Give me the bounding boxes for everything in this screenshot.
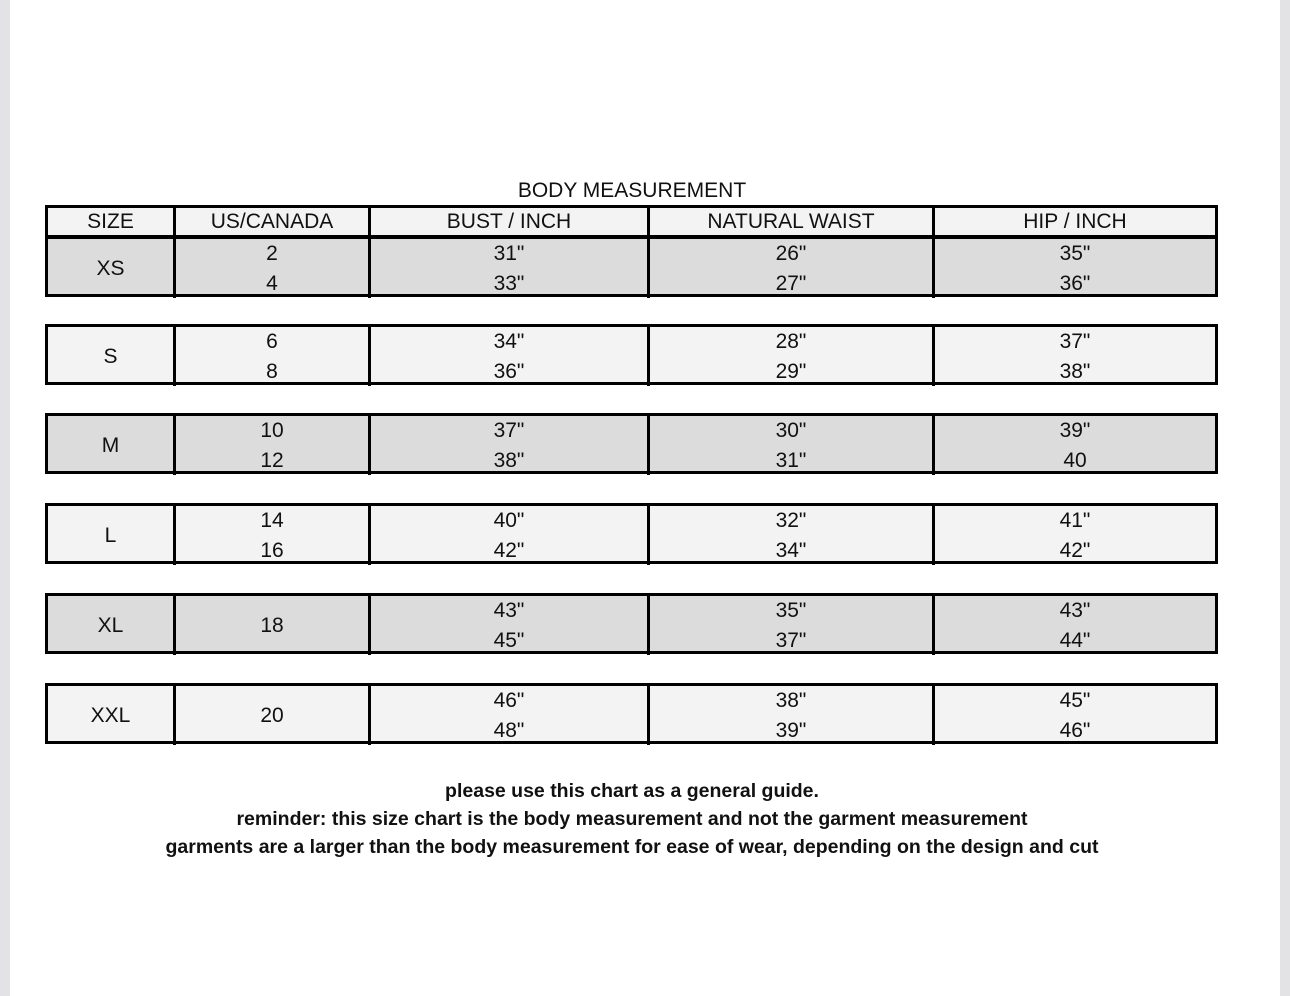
bust-cell: [368, 239, 647, 298]
waist-cell: [647, 686, 932, 745]
note-reminder: reminder: this size chart is the body measurement and not the garment measurement: [236, 808, 1028, 830]
bust-cell: [368, 506, 647, 565]
us-canada-cell: [173, 506, 368, 565]
size-label: XS: [96, 256, 125, 280]
waist-cell: [647, 327, 932, 386]
size-label: XXL: [90, 703, 131, 727]
waist-value: 39": [775, 718, 807, 742]
us-canada-cell: [173, 596, 368, 655]
waist-value: 26": [775, 242, 807, 265]
us-canada-value: 6: [266, 330, 278, 353]
waist-value: 35": [775, 599, 807, 622]
bust-value: 42": [493, 538, 525, 562]
size-label: L: [104, 523, 117, 547]
footnotes: [46, 777, 1218, 861]
size-row-xs: [45, 236, 1218, 297]
hip-value: 41": [1059, 509, 1091, 532]
size-row-l: [45, 503, 1218, 564]
bust-value: 38": [493, 448, 525, 472]
bust-value: 46": [493, 689, 525, 712]
bust-value: 33": [493, 271, 525, 295]
bust-cell: [368, 596, 647, 655]
hip-value: 44": [1059, 628, 1091, 652]
header-natural-waist: NATURAL WAIST: [647, 208, 932, 236]
bust-cell: [368, 686, 647, 745]
waist-cell: [647, 506, 932, 565]
waist-value: 31": [775, 448, 807, 472]
waist-value: 29": [775, 359, 807, 383]
us-canada-cell: [173, 327, 368, 386]
size-row-xxl: [45, 683, 1218, 744]
waist-cell: [647, 239, 932, 298]
hip-value: 39": [1059, 419, 1091, 442]
hip-cell: [932, 506, 1215, 565]
bust-value: 48": [493, 718, 525, 742]
bust-cell: [368, 327, 647, 386]
waist-value: 27": [775, 271, 807, 295]
hip-value: 43": [1059, 599, 1091, 622]
hip-value: 35": [1059, 242, 1091, 265]
size-row-s: [45, 324, 1218, 385]
us-canada-value: 20: [260, 703, 284, 727]
hip-value: 37": [1059, 330, 1091, 353]
hip-value: 40: [1063, 448, 1087, 472]
table-header: [45, 205, 1218, 238]
hip-value: 42": [1059, 538, 1091, 562]
hip-cell: [932, 239, 1215, 298]
us-canada-value: 2: [266, 242, 278, 265]
hip-value: 45": [1059, 689, 1091, 712]
us-canada-value: 4: [266, 271, 278, 295]
waist-cell: [647, 596, 932, 655]
waist-value: 37": [775, 628, 807, 652]
waist-value: 32": [775, 509, 807, 532]
us-canada-cell: [173, 239, 368, 298]
size-label: M: [101, 433, 120, 457]
bust-value: 31": [493, 242, 525, 265]
size-label: S: [103, 344, 118, 368]
size-row-m: [45, 413, 1218, 474]
hip-value: 46": [1059, 718, 1091, 742]
bust-value: 43": [493, 599, 525, 622]
hip-value: 36": [1059, 271, 1091, 295]
hip-cell: [932, 416, 1215, 475]
size-label: XL: [97, 613, 124, 637]
us-canada-cell: [173, 686, 368, 745]
us-canada-value: 12: [260, 448, 284, 472]
us-canada-value: 10: [260, 419, 284, 442]
header-size: SIZE: [87, 210, 134, 233]
note-general-guide: please use this chart as a general guide.: [445, 780, 819, 802]
us-canada-value: 18: [260, 613, 284, 637]
header-hip: HIP / INCH: [932, 208, 1215, 236]
note-ease-of-wear: garments are a larger than the body measurement for ease of wear, depending on the design and cut: [165, 836, 1099, 858]
us-canada-value: 16: [260, 538, 284, 562]
hip-cell: [932, 686, 1215, 745]
bust-value: 40": [493, 509, 525, 532]
waist-value: 38": [775, 689, 807, 712]
hip-cell: [932, 596, 1215, 655]
bust-value: 45": [493, 628, 525, 652]
chart-title: BODY MEASUREMENT: [517, 179, 747, 202]
waist-cell: [647, 416, 932, 475]
waist-value: 28": [775, 330, 807, 353]
us-canada-value: 14: [260, 509, 284, 532]
header-us-canada: US/CANADA: [173, 208, 368, 236]
bust-value: 36": [493, 359, 525, 383]
hip-value: 38": [1059, 359, 1091, 383]
us-canada-cell: [173, 416, 368, 475]
waist-value: 30": [775, 419, 807, 442]
bust-value: 37": [493, 419, 525, 442]
bust-value: 34": [493, 330, 525, 353]
us-canada-value: 8: [266, 359, 278, 383]
waist-value: 34": [775, 538, 807, 562]
bust-cell: [368, 416, 647, 475]
header-bust: BUST / INCH: [368, 208, 647, 236]
size-row-xl: [45, 593, 1218, 654]
hip-cell: [932, 327, 1215, 386]
